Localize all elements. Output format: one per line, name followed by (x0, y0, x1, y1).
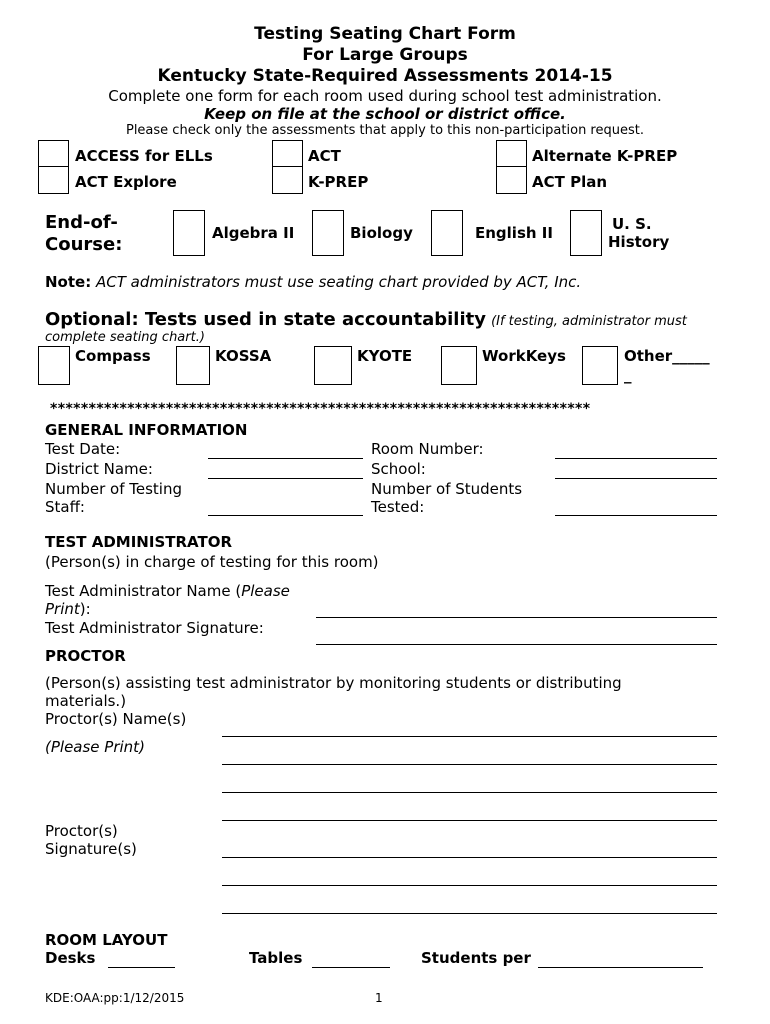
students-per-field[interactable] (538, 967, 703, 968)
compass-label: Compass (75, 347, 151, 365)
eoc-label-1: End-of- (45, 212, 118, 233)
form-subtitle: For Large Groups (302, 45, 468, 65)
biology-label: Biology (350, 224, 413, 242)
test-admin-signature-label: Test Administrator Signature: (45, 619, 264, 637)
proctor-print-label: (Please Print) (45, 738, 145, 756)
kprep-checkbox[interactable] (272, 166, 303, 194)
proctor-name-field-4[interactable] (222, 820, 717, 821)
other-label-2: _ (624, 366, 632, 384)
note-label: Note: (45, 273, 92, 291)
kyote-label: KYOTE (357, 347, 413, 365)
test-admin-name-label (45, 582, 290, 600)
act-explore-checkbox[interactable] (38, 166, 69, 194)
footer-code: KDE:OAA:pp:1/12/2015 (45, 991, 185, 1005)
workkeys-label: WorkKeys (482, 347, 566, 365)
act-label: ACT (308, 147, 341, 165)
act-plan-checkbox[interactable] (496, 166, 527, 194)
instruction-line: Complete one form for each room used during school test administration. (108, 87, 662, 105)
proctor-title: PROCTOR (45, 647, 126, 665)
proctor-names-label: Proctor(s) Name(s) (45, 710, 187, 728)
proctor-desc-2: materials.) (45, 692, 127, 710)
test-admin-name-text: Test Administrator Name ( (45, 582, 242, 600)
form-title: Testing Seating Chart Form (254, 24, 516, 44)
compass-checkbox[interactable] (38, 346, 70, 385)
biology-checkbox[interactable] (312, 210, 344, 256)
optional-heading (45, 309, 687, 330)
act-explore-label: ACT Explore (75, 173, 177, 191)
test-admin-signature-field[interactable] (316, 644, 717, 645)
tables-label: Tables (249, 949, 303, 967)
testing-staff-label-2: Staff: (45, 498, 85, 516)
school-label: School: (371, 460, 426, 478)
algebra-ii-label: Algebra II (212, 224, 295, 242)
test-admin-title: TEST ADMINISTRATOR (45, 533, 233, 551)
proctor-signature-field-1[interactable] (222, 857, 717, 858)
proctor-desc-1: (Person(s) assisting test administrator by monitoring students or distributing (45, 674, 622, 692)
school-field[interactable] (555, 478, 717, 479)
desks-label: Desks (45, 949, 96, 967)
us-history-label-1: U. S. (612, 215, 652, 233)
tables-field[interactable] (312, 967, 390, 968)
room-number-field[interactable] (555, 458, 717, 459)
kyote-checkbox[interactable] (314, 346, 352, 385)
room-number-label: Room Number: (371, 440, 484, 458)
other-checkbox[interactable] (582, 346, 618, 385)
access-ells-checkbox[interactable] (38, 140, 69, 168)
form-subtitle-2: Kentucky State-Required Assessments 2014-15 (157, 66, 613, 86)
eoc-label-2: Course: (45, 234, 123, 255)
test-date-label: Test Date: (45, 440, 121, 458)
proctor-signature-label-1: Proctor(s) (45, 822, 118, 840)
testing-staff-label-1: Number of Testing (45, 480, 182, 498)
desks-field[interactable] (108, 967, 175, 968)
kprep-label: K-PREP (308, 173, 369, 191)
district-name-label: District Name: (45, 460, 153, 478)
test-date-field[interactable] (208, 458, 363, 459)
students-tested-label-1: Number of Students (371, 480, 523, 498)
students-tested-field[interactable] (555, 515, 717, 516)
district-name-field[interactable] (208, 478, 363, 479)
test-admin-name-please: Please (241, 582, 290, 600)
act-checkbox[interactable] (272, 140, 303, 168)
test-admin-sub: (Person(s) in charge of testing for this room) (45, 553, 379, 571)
act-plan-label: ACT Plan (532, 173, 608, 191)
kossa-label: KOSSA (215, 347, 272, 365)
room-layout-title: ROOM LAYOUT (45, 931, 168, 949)
note (45, 273, 581, 291)
access-ells-label: ACCESS for ELLs (75, 147, 213, 165)
test-admin-name-label-2 (45, 600, 91, 618)
us-history-label-2: History (608, 233, 670, 251)
proctor-signature-field-3[interactable] (222, 913, 717, 914)
test-admin-name-print: Print (45, 600, 80, 618)
other-label: Other_____ (624, 347, 710, 365)
kossa-checkbox[interactable] (176, 346, 210, 385)
algebra-ii-checkbox[interactable] (173, 210, 205, 256)
students-tested-label-2: Tested: (371, 498, 425, 516)
optional-paren: (If testing, administrator must (491, 314, 687, 329)
students-per-label: Students per (421, 949, 531, 967)
note-text: ACT administrators must use seating chart provided by ACT, Inc. (95, 273, 582, 291)
instruction-check: Please check only the assessments that apply to this non-participation request. (125, 123, 644, 138)
test-admin-name-close: ): (79, 600, 91, 618)
english-ii-label: English II (475, 224, 553, 242)
testing-staff-field[interactable] (208, 515, 363, 516)
proctor-signature-field-2[interactable] (222, 885, 717, 886)
optional-paren-2: complete seating chart.) (45, 330, 205, 345)
proctor-name-field-2[interactable] (222, 764, 717, 765)
proctor-name-field-3[interactable] (222, 792, 717, 793)
instruction-keep-on-file: Keep on file at the school or district office. (204, 105, 566, 123)
alternate-kprep-checkbox[interactable] (496, 140, 527, 168)
alternate-kprep-label: Alternate K-PREP (532, 147, 678, 165)
proctor-name-field-1[interactable] (222, 736, 717, 737)
optional-title: Optional: Tests used in state accountability (45, 309, 486, 330)
page-number: 1 (375, 991, 383, 1005)
test-admin-name-field[interactable] (316, 617, 717, 618)
english-ii-checkbox[interactable] (431, 210, 463, 256)
general-info-title: GENERAL INFORMATION (45, 421, 248, 439)
proctor-signature-label-2: Signature(s) (45, 840, 137, 858)
workkeys-checkbox[interactable] (441, 346, 477, 385)
us-history-checkbox[interactable] (570, 210, 602, 256)
separator-stars: ********************************************************************** (50, 401, 591, 417)
